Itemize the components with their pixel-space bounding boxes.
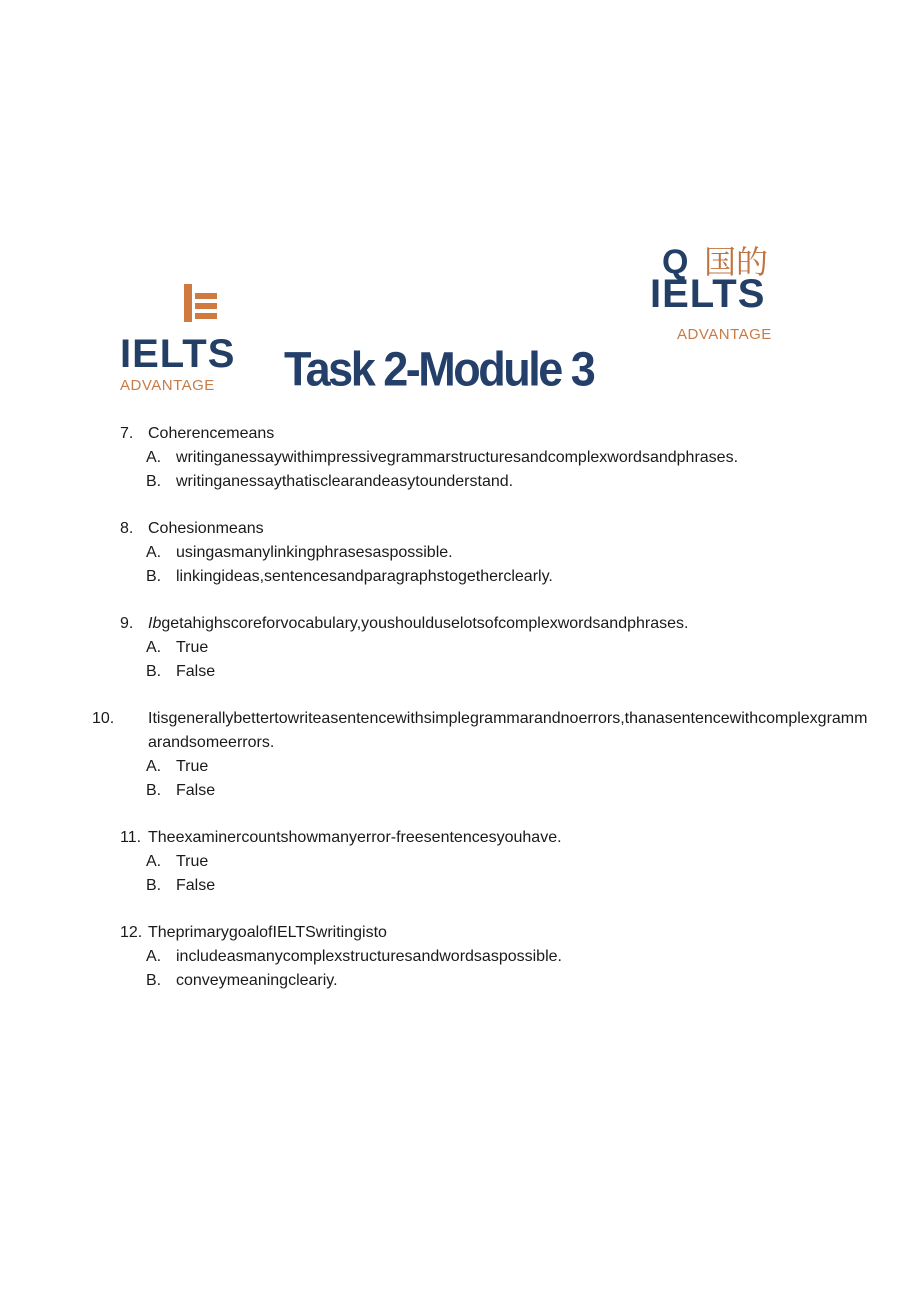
option-b: B. writinganessaythatisclearandeasytounderstand. (146, 473, 514, 490)
option-b: B. False (146, 782, 216, 799)
question-number: 9. (120, 615, 134, 632)
question-text: Itisgenerallybettertowriteasentencewithsimplegrammarandnoerrors,thanasentencewithcomplexgrammarandsomeerrors. (148, 710, 868, 751)
option-b: B. False (146, 877, 216, 894)
option-a: A. includeasmanycomplexstructuresandwordsaspossible. (146, 948, 562, 965)
logo-bars-icon (184, 284, 220, 322)
question-number: 12. (120, 924, 143, 941)
logo-left-advantage: ADVANTAGE (120, 377, 215, 392)
question-text: TheprimarygoalofIELTSwritingisto (148, 924, 387, 941)
question-text: Theexaminercountshowmanyerror-freesentencesyouhave. (148, 829, 562, 846)
page-title: Task 2-Module 3 (284, 341, 594, 397)
option-b: B. False (146, 663, 216, 680)
question-8 (120, 517, 840, 589)
logo-right-q: Q (662, 243, 689, 281)
question-text: Coherencemeans (148, 425, 275, 442)
question-number: 7. (120, 425, 134, 442)
logo-right (650, 244, 780, 344)
logo-left (118, 282, 258, 392)
question-9 (120, 612, 840, 684)
option-a: A. True (146, 853, 209, 870)
question-number: 8. (120, 520, 134, 537)
question-7 (120, 422, 840, 494)
question-10 (92, 707, 868, 803)
logo-right-advantage: ADVANTAGE (677, 326, 772, 343)
question-list (92, 422, 868, 1016)
option-a: A. usingasmanylinkingphrasesaspossible. (146, 544, 453, 561)
question-number: 11. (120, 829, 142, 846)
logo-right-ielts: IELTS (650, 272, 766, 316)
question-12 (120, 921, 840, 993)
option-a: A. writinganessaywithimpressivegrammarstructuresandcomplexwordsandphrases. (146, 449, 739, 466)
option-b: B. linkingideas,sentencesandparagraphstogetherclearly. (146, 568, 553, 585)
question-11 (120, 826, 840, 898)
logo-right-chinese: 国的 (704, 243, 769, 281)
option-a: A. True (146, 758, 209, 775)
logo-left-ielts: IELTS (120, 332, 236, 376)
option-a: A. True (146, 639, 209, 656)
question-number: 10. (92, 710, 115, 727)
question-text: getahighscoreforvocabulary,youshoulduselotsofcomplexwordsandphrases. (161, 615, 689, 632)
question-text: Cohesionmeans (148, 520, 264, 537)
option-b: B. conveymeaningcleariy. (146, 972, 338, 989)
question-prefix: Ib (148, 615, 162, 632)
